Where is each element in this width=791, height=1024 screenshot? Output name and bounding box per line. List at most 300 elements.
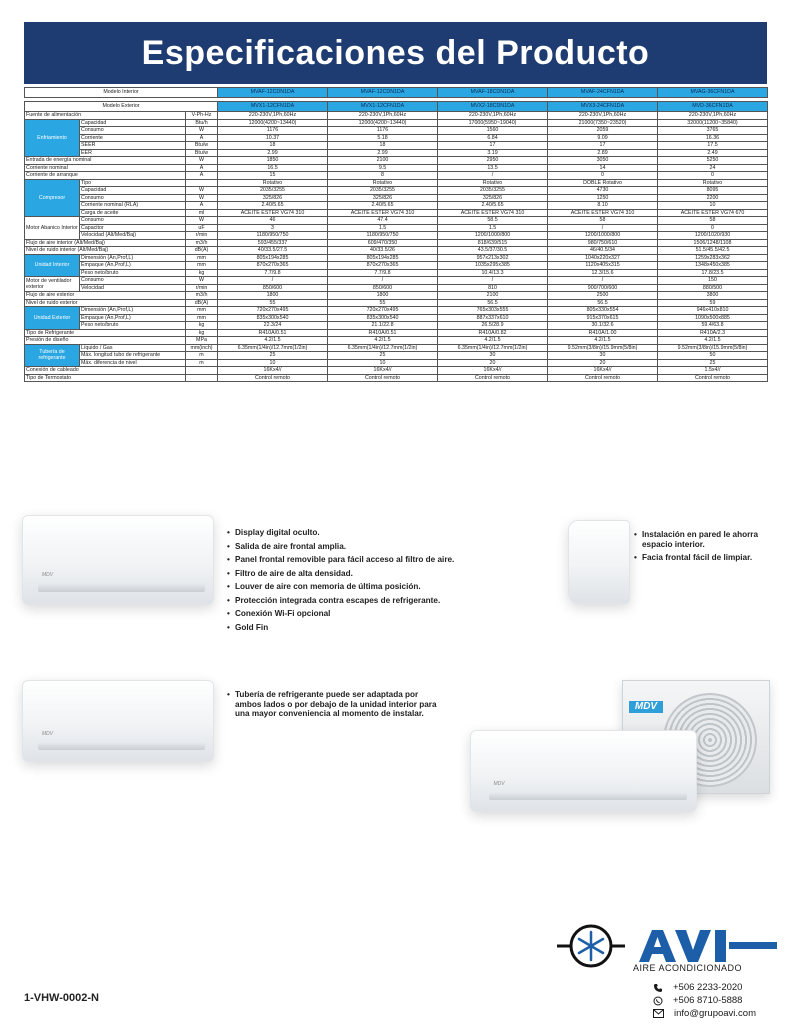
model-interior: MVAG-36CFN1DA [658,88,768,98]
table-row [25,142,768,150]
cell: 24 [658,164,768,172]
phone-number: +506 8710-5888 [673,995,743,1006]
cell: 220-230V,1Ph,60Hz [438,112,548,120]
row-unit: W [186,157,218,165]
cell: 1040x220x327 [548,254,658,262]
cell: 22.3/24 [218,322,328,330]
cell: 1560 [438,127,548,135]
cell: 220-230V,1Ph,60Hz [658,112,768,120]
cell: 1.5x4// [658,367,768,375]
cell: 43.5/37/30.5 [438,247,548,255]
cell: 150 [658,277,768,285]
row-unit: ml [186,209,218,217]
table-row [25,239,768,247]
cell: 880/500 [658,284,768,292]
table-row [25,262,768,270]
table-row [25,254,768,262]
table-row [25,314,768,322]
cell: 21000(7350~23520) [548,119,658,127]
cell: 325/826 [438,194,548,202]
row-label: Entrada de energía nominal [25,157,186,165]
cell: 1800 [218,292,328,300]
cell: 18 [328,142,438,150]
cell: 818/639/515 [438,239,548,247]
row-label: Corriente nominal [25,164,186,172]
cell: 2200 [658,194,768,202]
cell: 593/455/337 [218,239,328,247]
cell: Rotativo [658,179,768,187]
row-unit: A [186,164,218,172]
list-item: • Louver de aire con memoria de última posición. [227,582,527,592]
cell: 10 [328,359,438,367]
table-row [25,209,768,217]
model-interior: MVAF-24CFN1DA [548,88,658,98]
cell: 46 [218,217,328,225]
cell: 56.5 [438,299,548,307]
contact-phone-1 [653,982,742,993]
model-exterior: MVX1-12CFN1DA [328,102,438,112]
row-unit: m3/h [186,292,218,300]
whatsapp-icon [653,996,663,1006]
cell: / [438,172,548,180]
cell: 16.5 [218,164,328,172]
row-label: Corriente de arranque [25,172,186,180]
cell: 6.35mm(1/4in)/12.7mm(1/2in) [218,344,328,352]
cell: 4.2/1.5 [328,337,438,345]
model-interior: MVAF-12CDN1DA [218,88,328,98]
mail-icon [653,1009,664,1018]
cell: 16Kx4// [438,367,548,375]
table-row [25,217,768,225]
cell: 25 [328,352,438,360]
cell: 30.1/32.6 [548,322,658,330]
cell: 12000(4200~13440) [218,119,328,127]
cell: ACEITE ÉSTER VG74 310 [328,209,438,217]
cell: / [328,277,438,285]
cell: R410A/0.51 [218,329,328,337]
unit-brand-label: MDV [42,731,54,737]
cell: 870x270x365 [328,262,438,270]
row-unit: m3/h [186,239,218,247]
cell: 6.35mm(1/4in)/12.7mm(1/2in) [328,344,438,352]
modelo-interior-label: Modelo Interior [25,88,218,98]
row-unit: W [186,217,218,225]
table-row [25,374,768,382]
row-label: Consumo [80,127,186,135]
cell: 325/826 [328,194,438,202]
cell: 720x270x495 [328,307,438,315]
air-outlet [489,792,687,800]
list-item: • Display digital oculto. [227,528,527,538]
row-label: Capacitor [80,224,186,232]
row-unit: dB(A) [186,299,218,307]
cell: 2.49 [658,149,768,157]
row-label: Presión de diseño [25,337,186,345]
contact-email [653,1008,756,1019]
cell: 5.18 [328,134,438,142]
row-label: Corriente [80,134,186,142]
row-unit: MPa [186,337,218,345]
row-label: Empaque (An,Prof,L) [80,314,186,322]
table-row [25,352,768,360]
row-label: Capacidad [80,119,186,127]
row-label: Empaque (An,Prof,L) [80,262,186,270]
table-row [25,112,768,120]
row-label: Velocidad [80,284,186,292]
cell: 900/700/600 [548,284,658,292]
cell: 870x270x365 [218,262,328,270]
table-row [25,194,768,202]
row-label: Líquido / Gas [80,344,186,352]
table-row [25,157,768,165]
spec-table-wrapper [24,87,767,382]
cell: 40/33.5/26 [328,247,438,255]
cell: ACEITE ÉSTER VG74 310 [438,209,548,217]
cell: 7.7/9.8 [218,269,328,277]
row-label: Flujo de aire interior (Alt/Med/Baj) [25,239,186,247]
cell: 4730 [548,187,658,195]
row-label: Velocidad (Alt/Med/Baj) [80,232,186,240]
table-row [25,307,768,315]
cell: / [548,277,658,285]
cell: 9.09 [548,134,658,142]
cell: 2100 [438,292,548,300]
row-label: SEER [80,142,186,150]
cell: 56.5 [548,299,658,307]
cell: / [548,224,658,232]
row-unit: mm [186,314,218,322]
table-row [25,367,768,375]
cell: 9.52mm(3/8in)/15.9mm(5/8in) [548,344,658,352]
row-unit: mm [186,254,218,262]
modelo-exterior-label: Modelo Exterior [25,102,218,112]
cell: 3765 [658,127,768,135]
group-motor-interior: Motor Abanico Interior [25,217,80,240]
row-label: Consumo [80,277,186,285]
row-label: Máx. diferencia de nivel [80,359,186,367]
cell: 8.10 [548,202,658,210]
cell: 2.99 [218,149,328,157]
cell: 1348x450x385 [658,262,768,270]
row-label: Corriente nominal (RLA) [80,202,186,210]
cell: Control remoto [218,374,328,382]
cell: 2500 [548,292,658,300]
cell: 2035/3255 [218,187,328,195]
cell: DOBLE Rotativo [548,179,658,187]
table-row [25,127,768,135]
row-unit: Btu/h [186,119,218,127]
cell: 805x194x285 [328,254,438,262]
model-exterior: MVD-36CFN1DA [658,102,768,112]
cell: 59.4/63.8 [658,322,768,330]
cell: 1506/1248/1108 [658,239,768,247]
cell: 915x370x615 [548,314,658,322]
header-row-exterior [25,102,768,112]
table-row [25,299,768,307]
cell: 16Kx4// [328,367,438,375]
cell: 1035x295x385 [438,262,548,270]
cell: Rotativo [438,179,548,187]
table-row [25,149,768,157]
company-tagline: AIRE ACONDICIONADO [633,963,743,973]
cell: 12000(4200~13440) [328,119,438,127]
cell: 805x330x554 [548,307,658,315]
row-label: Fuente de alimentación [25,112,186,120]
cell: 16.36 [658,134,768,142]
cell: 32000(11200~35840) [658,119,768,127]
row-unit: m [186,352,218,360]
row-unit: r/min [186,232,218,240]
cell: 1120x405x315 [548,262,658,270]
cell: 8 [328,172,438,180]
cell: 3 [218,224,328,232]
cell: 4.2/1.5 [218,337,328,345]
cell: 51.5/45.5/42.5 [658,247,768,255]
table-row [25,292,768,300]
cell: 2059 [548,127,658,135]
cell: 609/470/350 [328,239,438,247]
cell: 50 [658,352,768,360]
cell: 20 [548,359,658,367]
row-unit [186,367,218,375]
cell: 220-230V,1Ph,60Hz [548,112,658,120]
cell: 55 [218,299,328,307]
table-row [25,164,768,172]
list-item: • Facia frontal fácil de limpiar. [634,553,774,563]
header-row-interior [25,88,768,98]
cell: 1090x500x885 [658,314,768,322]
cell: 12.3/15.6 [548,269,658,277]
cell: R410A/2.3 [658,329,768,337]
row-label: Máx. longitud tubo de refrigerante [80,352,186,360]
row-unit: kg [186,269,218,277]
cell: 220-230V,1Ph,60Hz [218,112,328,120]
cell: 2.40/5.65 [438,202,548,210]
cell: Control remoto [438,374,548,382]
cell: 25 [658,359,768,367]
cell: R410A/0.51 [328,329,438,337]
row-label: Consumo [80,194,186,202]
table-row [25,247,768,255]
cell: ACEITE ÉSTER VG74 670 [658,209,768,217]
row-unit: r/min [186,284,218,292]
table-row [25,322,768,330]
cell: 17.5 [658,142,768,150]
table-row [25,172,768,180]
feature-list-pipe [227,690,437,723]
cell: 1176 [218,127,328,135]
cell: 26.5/28.9 [438,322,548,330]
cell: 17 [548,142,658,150]
group-tuberia: Tubería de refrigerante [25,344,80,367]
cell: 17.8/23.5 [658,269,768,277]
company-branding [545,922,791,1024]
cell: 850/600 [328,284,438,292]
table-row [25,179,768,187]
cell: 1200/1020/930 [658,232,768,240]
row-unit: W [186,187,218,195]
email-address: info@grupoavi.com [674,1008,756,1019]
cell: 14 [548,164,658,172]
cell: 835x300x540 [218,314,328,322]
row-label: Dimensión (An,Prof,L) [80,307,186,315]
cell: 2035/3255 [438,187,548,195]
row-unit [186,179,218,187]
row-label: Consumo [80,217,186,225]
table-row [25,134,768,142]
cell: ACEITE ÉSTER VG74 310 [548,209,658,217]
cell: 16Kx4// [548,367,658,375]
list-item: • Gold Fin [227,623,527,633]
cell: 16Kx4// [218,367,328,375]
cell: 325/826 [218,194,328,202]
cell: 9.5 [328,164,438,172]
cell: 805x194x285 [218,254,328,262]
indoor-unit-image-front [22,515,214,605]
cell: 0 [658,224,768,232]
row-label: Carga de aceite [80,209,186,217]
row-unit: mm(inch) [186,344,218,352]
cell: 2950 [438,157,548,165]
cell: 10.4/13.3 [438,269,548,277]
unit-brand-label: MDV [493,781,505,787]
cell: 6.35mm(1/4in)/12.7mm(1/2in) [438,344,548,352]
cell: 1259x283x362 [658,254,768,262]
cell: 58 [548,217,658,225]
table-row [25,232,768,240]
unit-brand-label: MDV [42,571,54,578]
row-unit: W [186,194,218,202]
cell: 887x337x610 [438,314,548,322]
row-label: Nivel de ruido exterior [25,299,186,307]
table-row [25,269,768,277]
cell: 4.2/1.5 [548,337,658,345]
cell: 13.5 [438,164,548,172]
cell: 2035/3255 [328,187,438,195]
cell: 7.7/9.8 [328,269,438,277]
list-item: • Instalación en pared le ahorra espacio interior. [634,530,774,549]
air-outlet [38,742,205,750]
cell: 835x300x540 [328,314,438,322]
model-exterior: MVX1-12CFN1DA [218,102,328,112]
list-item: • Protección integrada contra escapes de refrigerante. [227,596,527,606]
cell: 40/33.5/27.5 [218,247,328,255]
row-unit: mm [186,307,218,315]
cell: 17 [438,142,548,150]
row-unit: A [186,134,218,142]
cell: 4.2/1.5 [438,337,548,345]
cell: 957x213x302 [438,254,548,262]
feature-list-main [227,528,527,636]
cell: 1800 [328,292,438,300]
group-unidad-exterior: Unidad Exterior [25,307,80,330]
row-unit [186,374,218,382]
row-label: Dimensión (An,Prof,L) [80,254,186,262]
cell: 980/750/610 [548,239,658,247]
cell: 1180/950/750 [218,232,328,240]
cell: Control remoto [658,374,768,382]
cell: 20 [438,359,548,367]
cell: 47.4 [328,217,438,225]
cell: 1250 [548,194,658,202]
air-outlet [38,583,205,592]
cell: Rotativo [328,179,438,187]
cell: 6.84 [438,134,548,142]
cell: 810 [438,284,548,292]
row-label: Tipo [80,179,186,187]
row-unit: uF [186,224,218,232]
table-row [25,337,768,345]
row-label: Peso neto/bruto [80,322,186,330]
row-unit: kg [186,322,218,330]
cell: 2.40/5.65 [218,202,328,210]
cell: 3800 [658,292,768,300]
mdv-logo: MDV [629,701,663,713]
group-enfriamiento: Enfriamiento [25,119,80,157]
cell: 10.37 [218,134,328,142]
row-label: Conexión de cableado [25,367,186,375]
phone-number: +506 2233-2020 [673,982,743,993]
list-item: • Tubería de refrigerante puede ser adaptada por ambos lados o por debajo de la unidad interior para una mayor conveniencia al momento de instalar. [227,690,437,719]
group-unidad-interior: Unidad Interior [25,254,80,277]
cell: 18 [218,142,328,150]
cell: 1.5 [328,224,438,232]
table-row [25,119,768,127]
cell: 58.5 [438,217,548,225]
row-unit: mm [186,262,218,270]
model-exterior: MVX3-24CFN1DA [548,102,658,112]
feature-list-side [634,530,774,567]
cell: 0 [548,172,658,180]
cell: 0 [658,172,768,180]
model-interior: MVAF-18CDN1DA [438,88,548,98]
list-item: • Panel frontal removible para fácil acceso al filtro de aire. [227,555,527,565]
cell: 1200/1000/800 [548,232,658,240]
contact-phone-2 [653,995,742,1006]
cell: 4.2/1.5 [658,337,768,345]
cell: 17000(5950~19040) [438,119,548,127]
row-unit: A [186,172,218,180]
table-row [25,202,768,210]
cell: Rotativo [218,179,328,187]
cell: 25 [218,352,328,360]
cell: ACEITE ÉSTER VG74 310 [218,209,328,217]
group-motor-exterior: Motor de ventilador exterior [25,277,80,292]
cell: 2.40/5.65 [328,202,438,210]
cell: 10 [658,202,768,210]
row-unit: Btu/w [186,149,218,157]
list-item: • Conexión Wi-Fi opcional [227,609,527,619]
row-label: Peso neto/bruto [80,269,186,277]
cell: 9.52mm(3/8in)/15.9mm(5/8in) [658,344,768,352]
cell: 30 [438,352,548,360]
row-label: Tipo de Termostato [25,374,186,382]
cell: R410A/0.82 [438,329,548,337]
row-unit: W [186,277,218,285]
cell: 1.5 [438,224,548,232]
cell: 2100 [328,157,438,165]
cell: 3.19 [438,149,548,157]
model-interior: MVAF-12CDN1DA [328,88,438,98]
document-code: 1-VHW-0002-N [24,992,99,1004]
table-row [25,187,768,195]
row-unit: kg [186,329,218,337]
indoor-unit-image-angled [470,730,697,812]
table-row [25,224,768,232]
row-unit: dB(A) [186,247,218,255]
cell: 55 [328,299,438,307]
indoor-unit-image-side [568,520,630,604]
